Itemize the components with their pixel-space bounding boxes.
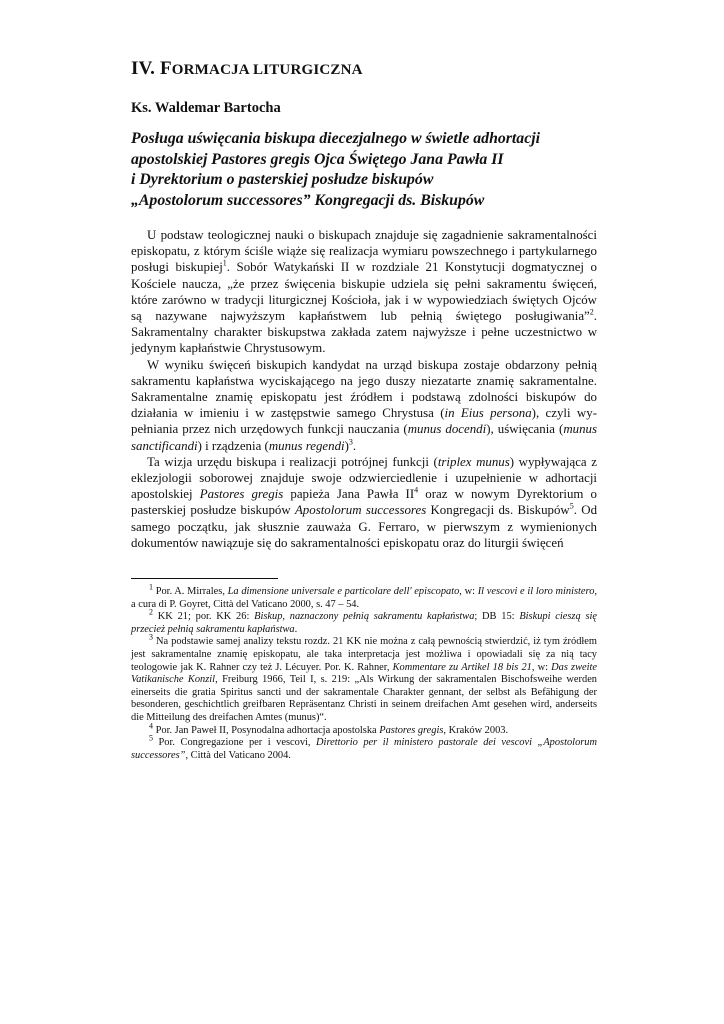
document-page bbox=[131, 58, 597, 762]
footnote-divider bbox=[131, 578, 278, 579]
footnote-ref-5[interactable]: 5 bbox=[569, 502, 574, 512]
footnote-3: $^3$ Na podstawie samej analizy tekstu rozdz. 21 KK nie można z całą pewnością stwierdzić, iż tym źródłem jest sakramentalne znamię episkopatu, ale taka interpretacja jest możliwa i opowiadali się za nią tacy teologowie jak K. Rahner czy też J. Lécuyer. Por. K. Rahner, Kommentare zu Artikel 18 bis 21, w: Das zweite Vatikanische Konzil, Freiburg 1966, Teil I, s. 219: „Als Wirkung der sakramentalen Bischofsweihe werden einerseits die gratia Spiritus sancti und der sakramentale Charakter gennant, der selbst als Befähigung der besonderen, geschichtlich greifbaren Repräsentanz Christi in seinem dreifachen Amt gesehen wird, anderseits die Mitteilung des dreifachen Amtes (munus)“. bbox=[131, 632, 598, 723]
section-title-rest: ORMACJA LITURGICZNA bbox=[171, 62, 363, 78]
paragraph-3: Ta wizja urzędu biskupa i realizacji potrójnej funkcji (triplex munus) wypływająca z eklezjologii soborowej znajduje swoje odzwierciedlenie i uzupełnienie w adhortacji apostolskiej Pastores gregis papieża Jana Pawła $II^4$ oraz w nowym Dyrektorium o pasterskiej posłudze biskupów Apostolorum successores Kongregacji ds. Biskupów$^5$. Od samego początku, jak słusznie zauważa G. Ferraro, w pierwszym z wymienionych dokumentów nawiązuje się do sakramentalności episkopatu oraz do liturgii święceń bbox=[131, 454, 598, 550]
title-line: i Dyrektorium o pasterskiej posłudze biskupów bbox=[131, 171, 434, 188]
article-body bbox=[131, 227, 597, 551]
author-name: Ks. Waldemar Bartocha bbox=[131, 100, 281, 116]
title-line: apostolskiej Pastores gregis Ojca Świętego Jana Pawła II bbox=[131, 150, 504, 168]
title-line: Posługa uświęcania biskupa diecezjalnego w świetle adhortacji bbox=[131, 130, 540, 147]
footnote-ref-1[interactable]: 1 bbox=[222, 259, 227, 269]
paragraph-2: W wyniku święceń biskupich kandydat na urząd biskupa zostaje obdarzony pełnią sakramentu kapłaństwa wyciskającego na jego duszy niezatarte znamię sakramentalne. Sakramentalne znamię episkopatu jest źródłem i podstawą zdolności biskupów do działania w imieniu i w zastępstwie samego Chrystusa (in Eius persona), czyli wypełniania przez nich urzędowych funkcji nauczania (munus docendi), uświęcania (munus sanctificandi) i rządzenia (munus regendi)$^3$. bbox=[131, 357, 597, 453]
article-title bbox=[131, 129, 597, 211]
title-line: „Apostolorum successores” Kongregacji ds. Biskupów bbox=[131, 191, 485, 209]
section-title bbox=[131, 58, 597, 80]
footnotes bbox=[131, 582, 598, 762]
footnote-4: $^4$ Por. Jan Paweł II, Posynodalna adhortacja apostolska Pastores gregis, Kraków 2003. bbox=[149, 721, 509, 736]
section-numeral: IV. F bbox=[131, 58, 172, 79]
footnote-1: $^1$ Por. A. Mirrales, La dimensione universale e particolare dell' episcopato, w: Il vescovi e il loro ministero, a cura di P. Goyret, Città del Vaticano 2000, s. 47 – 54. bbox=[131, 582, 597, 610]
footnote-ref-2[interactable]: 2 bbox=[589, 307, 594, 317]
paragraph-1: U podstaw teologicznej nauki o biskupach znajduje się zagadnienie sakramentalności episkopatu, z którym ściśle wiąże się realizacja wymiaru powszechnego i partykularnego posługi biskupiej$^1$. Sobór Watykański II w rozdziale 21 Konstytucji dogmatycznej o Kościele naucza, „że przez święcenia biskupie udziela się pełni sakramentu święceń, które zarówno w tradycji liturgicznej Kościoła, jak i w wypowiedziach świętych Ojców są nazywane najwyższym kapłaństwem lub pełnią świętego posługiwania”$^2$. Sakramentalny charakter biskupstwa zakłada zatem najwyższe i pełne uczestnictwo w jedynym kapłaństwie Chrystusowym. bbox=[131, 228, 597, 356]
footnote-ref-4[interactable]: 4 bbox=[414, 485, 419, 495]
footnote-5: $^5$ Por. Congregazione per i vescovi, Direttorio per il ministero pastorale dei vescovi „Apostolorum successores”, Città del Vaticano 2004. bbox=[131, 733, 598, 761]
footnote-2: $^2$ KK 21; por. KK 26: Biskup, naznaczony pełnią sakramentu kapłaństwa; DB 15: Biskupi cieszą się przecież pełnią sakramentu kapłaństwa. bbox=[131, 607, 597, 635]
footnote-ref-3[interactable]: 3 bbox=[348, 437, 353, 447]
